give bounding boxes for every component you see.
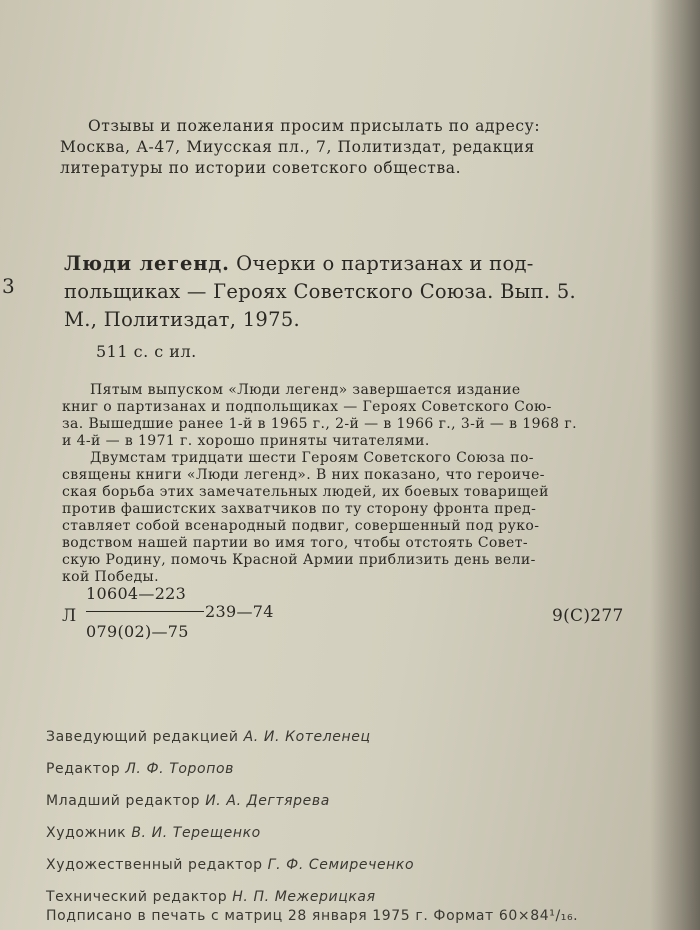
staff-row xyxy=(46,823,666,855)
staff-name: Н. П. Межерицкая xyxy=(232,889,376,905)
bib-line-1 xyxy=(64,250,624,278)
print-signature-line: Подписано в печать с матриц 28 января 1975 г. Формат 60×84¹/₁₆. xyxy=(46,908,579,924)
feedback-line-2: Москва, А-47, Миусская пл., 7, Политиздат, редакция xyxy=(60,138,535,156)
annotation-line: за. Вышедшие ранее 1-й в 1965 г., 2-й — в 1966 г., 3-й — в 1968 г. xyxy=(62,416,577,432)
staff-name: Г. Ф. Семиреченко xyxy=(267,857,415,873)
feedback-line-3: литературы по истории советского общества. xyxy=(60,159,462,177)
page-count: 511 с. с ил. xyxy=(96,342,197,361)
annotation-line: ставляет собой всенародный подвиг, совершенный под руко- xyxy=(62,518,540,534)
staff-role: Заведующий редакцией xyxy=(46,729,239,745)
bib-line-2: польщиках — Героях Советского Союза. Вып. 5. xyxy=(64,280,577,303)
annotation-line: водством нашей партии во имя того, чтобы отстоять Совет- xyxy=(62,535,528,551)
annotation-line: кой Победы. xyxy=(62,569,159,585)
margin-number: 3 xyxy=(2,274,15,298)
staff-row xyxy=(46,759,666,791)
annotation-line: священы книги «Люди легенд». В них показано, что героиче- xyxy=(62,467,545,483)
feedback-line-1: Отзывы и пожелания просим присылать по адресу: xyxy=(88,117,541,135)
annotation xyxy=(62,382,627,586)
annotation-line: Двумстам тридцати шести Героям Советского Союза по- xyxy=(90,450,534,466)
staff-name: А. И. Котеленец xyxy=(243,729,371,745)
classification-code: 9(С)277 xyxy=(552,606,624,626)
staff-row xyxy=(46,727,666,759)
annotation-paragraph-2 xyxy=(62,450,627,586)
bib-line-3: М., Политиздат, 1975. xyxy=(64,308,301,331)
staff-name: В. И. Терещенко xyxy=(131,825,261,841)
staff-role: Технический редактор xyxy=(46,889,228,905)
annotation-line: скую Родину, помочь Красной Армии приблизить день вели- xyxy=(62,552,536,568)
staff-row xyxy=(46,855,666,887)
staff-role: Художник xyxy=(46,825,127,841)
book-subtitle: Очерки о партизанах и под- xyxy=(229,252,534,275)
annotation-line: против фашистских захватчиков по ту сторону фронта пред- xyxy=(62,501,537,517)
classification-index xyxy=(0,582,700,642)
classification-series: 239—74 xyxy=(205,602,274,621)
annotation-line: ская борьба этих замечательных людей, их боевых товарищей xyxy=(62,484,549,500)
annotation-line: книг о партизанах и подпольщиках — Героях Советского Сою- xyxy=(62,399,552,415)
annotation-paragraph-1 xyxy=(62,382,627,450)
classification-letter: Л xyxy=(62,606,77,626)
feedback-notice xyxy=(60,116,625,179)
bibliographic-record xyxy=(64,250,624,334)
staff-row xyxy=(46,791,666,823)
classification-numerator: 10604—223 xyxy=(86,584,187,603)
editorial-staff xyxy=(46,727,666,919)
annotation-line: и 4-й — в 1971 г. хорошо приняты читателями. xyxy=(62,433,430,449)
classification-denominator: 079(02)—75 xyxy=(86,622,189,641)
book-title: Люди легенд. xyxy=(64,252,230,275)
staff-name: И. А. Дегтярева xyxy=(205,793,330,809)
staff-role: Младший редактор xyxy=(46,793,201,809)
staff-role: Редактор xyxy=(46,761,121,777)
fraction-bar xyxy=(86,611,204,612)
staff-role: Художественный редактор xyxy=(46,857,263,873)
staff-name: Л. Ф. Торопов xyxy=(125,761,234,777)
annotation-line: Пятым выпуском «Люди легенд» завершается издание xyxy=(90,382,521,398)
